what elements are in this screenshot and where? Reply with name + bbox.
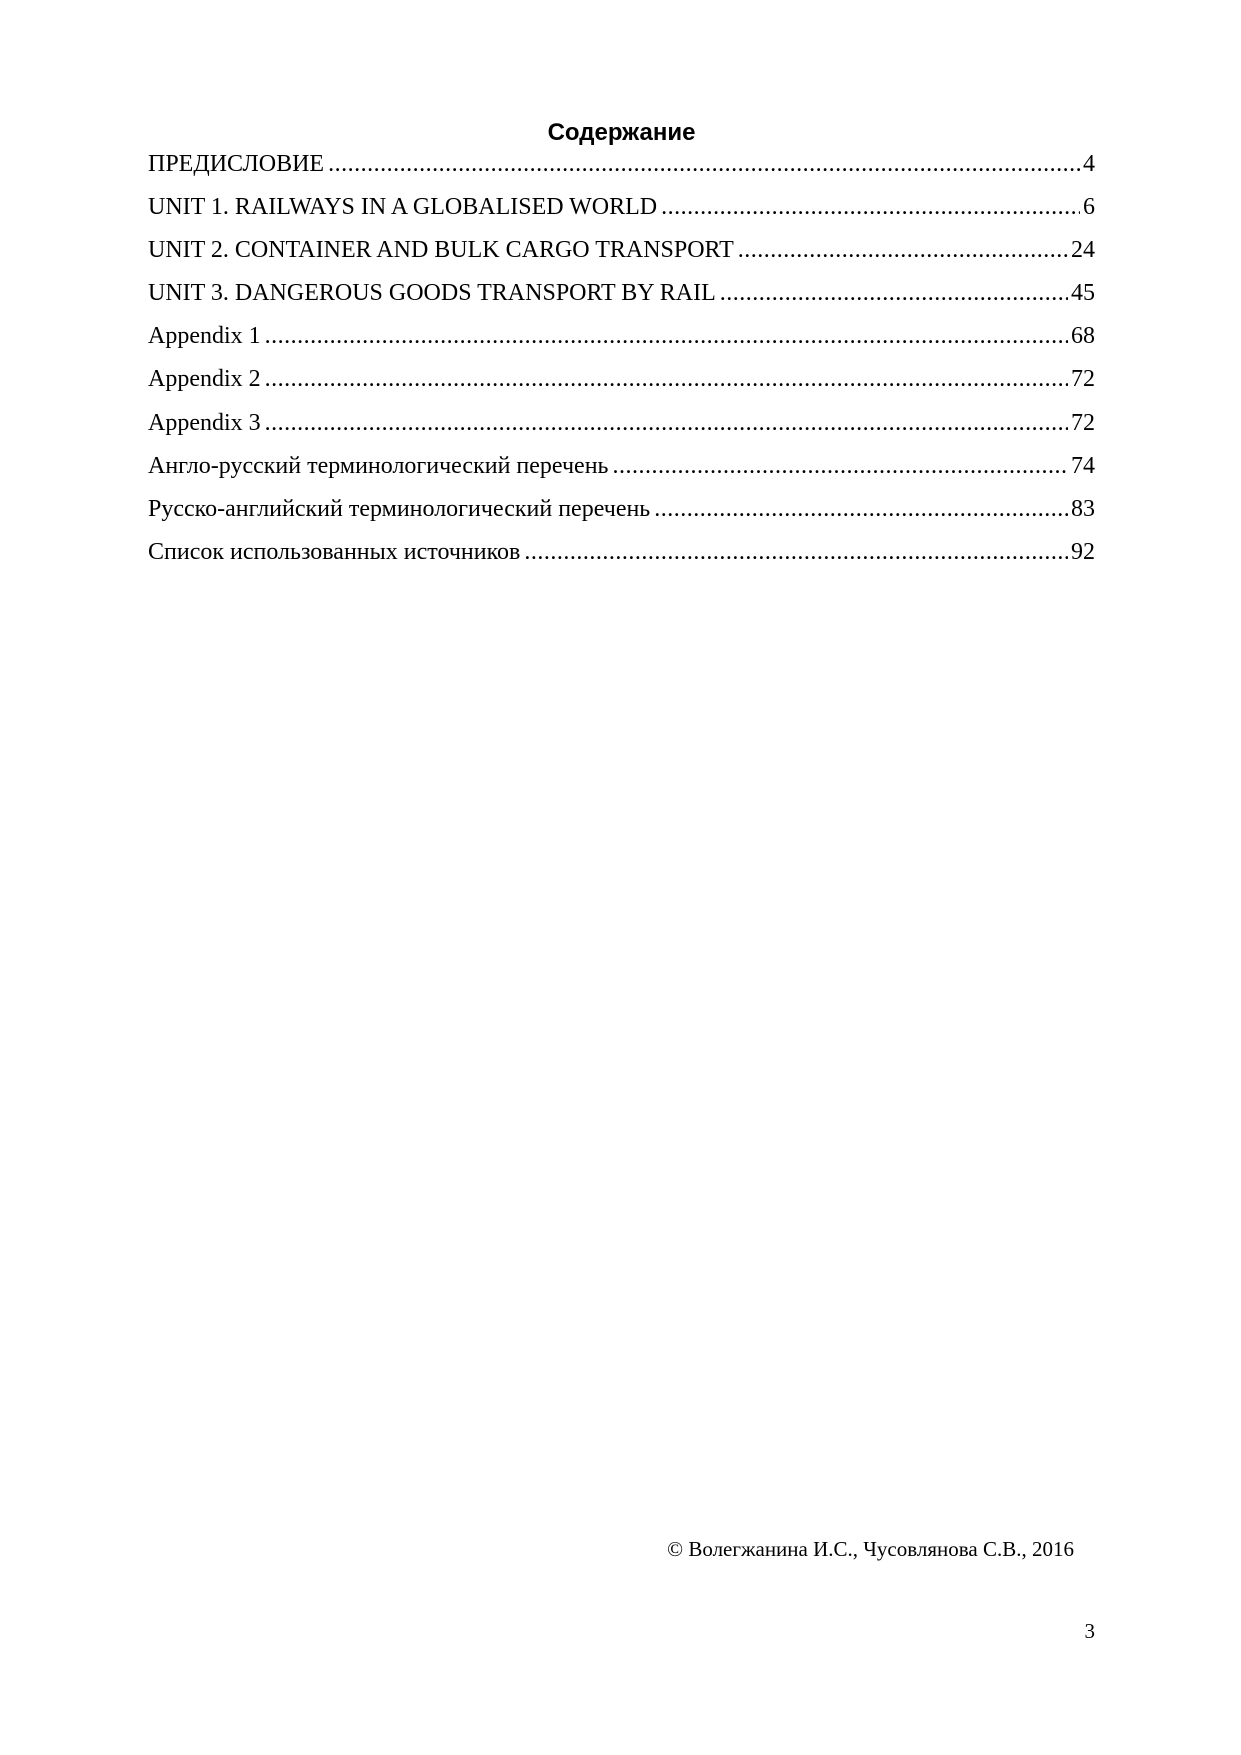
toc-entry-label: ПРЕДИСЛОВИЕ — [148, 151, 325, 177]
toc-dot-leader — [738, 235, 1068, 265]
toc-entry-page: 92 — [1071, 538, 1095, 565]
toc-entry-page: 45 — [1071, 280, 1095, 307]
toc-entry-unit-2[interactable] — [148, 235, 1095, 278]
toc-entry-page: 4 — [1083, 151, 1095, 177]
toc-entry-label: Appendix 2 — [148, 366, 261, 393]
toc-dot-leader — [654, 494, 1068, 524]
toc-entry-label: Русско-английский терминологический перечень — [148, 495, 651, 522]
toc-entry-references[interactable] — [148, 537, 1095, 580]
toc-list — [148, 149, 1095, 580]
toc-entry-label: UNIT 1. RAILWAYS IN A GLOBALISED WORLD — [148, 194, 658, 221]
toc-dot-leader — [661, 192, 1080, 222]
toc-entry-page: 68 — [1071, 323, 1095, 350]
toc-dot-leader — [524, 537, 1068, 567]
toc-dot-leader — [265, 408, 1068, 438]
toc-dot-leader — [328, 149, 1080, 179]
toc-entry-label: UNIT 2. CONTAINER AND BULK CARGO TRANSPORT — [148, 237, 734, 264]
toc-entry-preface[interactable] — [148, 149, 1095, 192]
copyright-notice: © Волегжанина И.С., Чусовлянова С.В., 2016 — [667, 1537, 1074, 1561]
toc-entry-label: UNIT 3. DANGEROUS GOODS TRANSPORT BY RAIL — [148, 280, 716, 307]
toc-entry-page: 72 — [1071, 409, 1095, 436]
toc-dot-leader — [720, 278, 1068, 308]
toc-entry-page: 24 — [1071, 237, 1095, 264]
toc-entry-page: 74 — [1071, 452, 1095, 479]
toc-title: Содержание — [547, 119, 696, 146]
toc-dot-leader — [265, 321, 1068, 351]
toc-entry-appendix-2[interactable] — [148, 364, 1095, 407]
toc-entry-page: 83 — [1071, 495, 1095, 522]
toc-entry-label: Список использованных источников — [148, 538, 521, 565]
toc-entry-unit-1[interactable] — [148, 192, 1095, 235]
toc-entry-page: 72 — [1071, 366, 1095, 393]
toc-entry-page: 6 — [1083, 194, 1095, 221]
page-number: 3 — [1084, 1619, 1095, 1643]
toc-dot-leader — [613, 451, 1069, 481]
toc-entry-appendix-1[interactable] — [148, 321, 1095, 364]
toc-entry-label: Англо-русский терминологический перечень — [148, 452, 609, 479]
toc-entry-unit-3[interactable] — [148, 278, 1095, 321]
toc-entry-ru-en-glossary[interactable] — [148, 494, 1095, 537]
toc-entry-en-ru-glossary[interactable] — [148, 451, 1095, 494]
toc-entry-appendix-3[interactable] — [148, 408, 1095, 451]
toc-entry-label: Appendix 1 — [148, 323, 261, 350]
toc-entry-label: Appendix 3 — [148, 409, 261, 436]
toc-dot-leader — [265, 364, 1068, 394]
